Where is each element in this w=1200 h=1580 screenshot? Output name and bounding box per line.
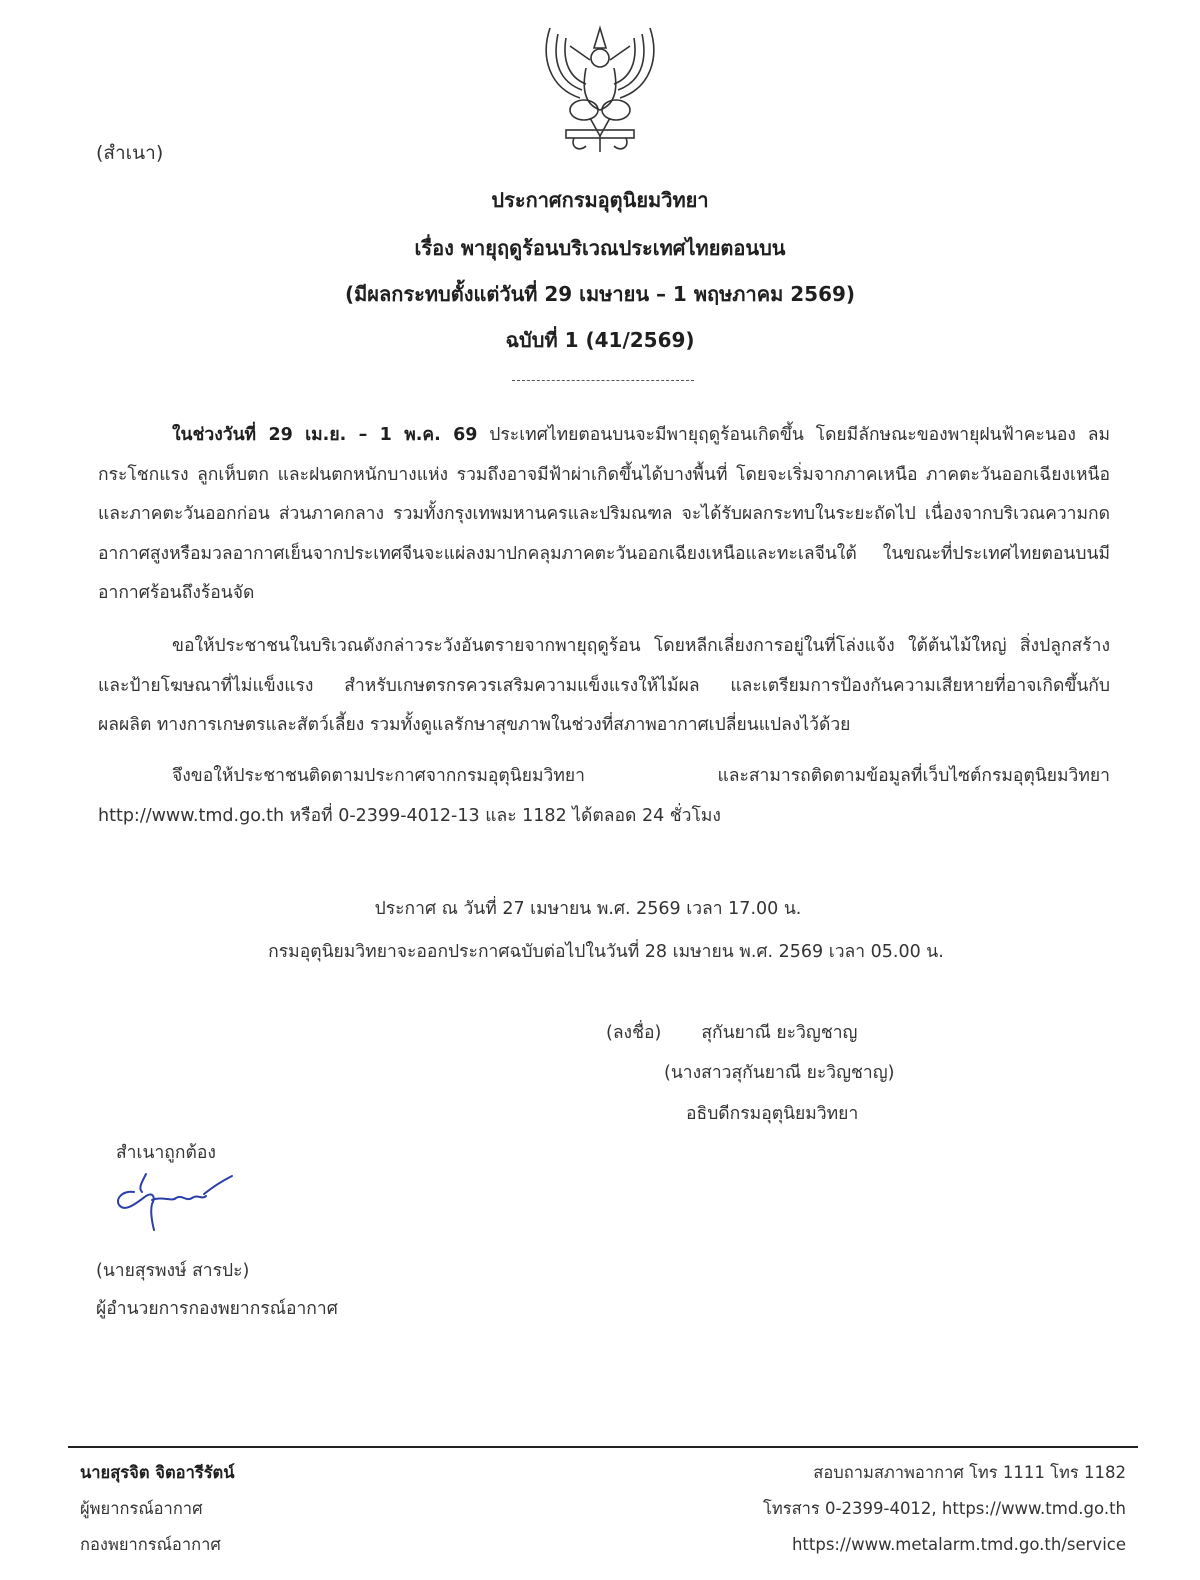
signature-line bbox=[606, 1018, 857, 1046]
title-divider bbox=[512, 380, 694, 381]
paragraph-warning bbox=[98, 627, 1110, 746]
forecast-text: ประเทศไทยตอนบนจะมีพายุฤดูร้อนเกิดขึ้น โดยมีลักษณะของพายุฝนฟ้าคะนอง ลมกระโชกแรง ลูกเห็บตก และฝนตกหนักบางแห่ง รวมถึงอาจมีฟ้าผ่าเกิดขึ้นได้บางพื้นที่ โดยจะเริ่มจากภาคเหนือ ภาคตะวันออกเฉียงเหนือ และภาคตะวันออกก่อน ส่วนภาคกลาง รวมทั้งกรุงเทพมหานครและปริมณฑล จะได้รับผลกระทบในระยะถัดไป เนื่องจากบริเวณความกดอากาศสูงหรือมวลอากาศเย็นจากประเทศจีนจะแผ่ลงมาปกคลุมภาคตะวันออกเฉียงเหนือและทะเลจีนใต้ ในขณะที่ประเทศไทยตอนบนมีอากาศร้อนถึงร้อนจัด bbox=[98, 425, 1110, 603]
contact-text: จึงขอให้ประชาชนติดตามประกาศจากกรมอุตุนิยมวิทยา และสามารถติดตามข้อมูลที่เว็บไซต์กรมอุตุนิยมวิทยา http://www.tmd.go.th หรือที่ 0-2399-4012-13 และ 1182 ได้ตลอด 24 ชั่วโมง bbox=[98, 766, 1110, 826]
footer-contact bbox=[763, 1455, 1126, 1563]
forecaster-division: กองพยากรณ์อากาศ bbox=[80, 1535, 221, 1554]
warning-text: ขอให้ประชาชนในบริเวณดังกล่าวระวังอันตรายจากพายุฤดูร้อน โดยหลีกเลี่ยงการอยู่ในที่โล่งแจ้ง ใต้ต้นไม้ใหญ่ สิ่งปลูกสร้าง และป้ายโฆษณาที่ไม่แข็งแรง สำหรับเกษตรกรควรเสริมความแข็งแรงให้ไม้ผล และเตรียมการป้องกันความเสียหายที่อาจเกิดขึ้นกับผลผลิต ทางการเกษตรและสัตว์เลี้ยง รวมทั้งดูแลรักษาสุขภาพในช่วงที่สภาพอากาศเปลี่ยนแปลงไว้ด้วย bbox=[98, 636, 1110, 735]
certified-copy-label: สำเนาถูกต้อง bbox=[116, 1143, 216, 1163]
footer-forecaster bbox=[80, 1455, 235, 1563]
footer-divider bbox=[68, 1446, 1138, 1448]
issued-datetime: ประกาศ ณ วันที่ 27 เมษายน พ.ศ. 2569 เวลา 17.00 น. bbox=[374, 899, 802, 919]
effective-period: (มีผลกระทบตั้งแต่วันที่ 29 เมษายน – 1 พฤษภาคม 2569) bbox=[344, 282, 856, 306]
signed-name: สุกันยาณี ยะวิญชาญ bbox=[701, 1023, 858, 1043]
forecaster-name: นายสุรจิต จิตอารีรัตน์ bbox=[80, 1463, 235, 1482]
subject-line: เรื่อง พายุฤดูร้อนบริเวณประเทศไทยตอนบน bbox=[414, 236, 786, 260]
certifier-position: ผู้อำนวยการกองพยากรณ์อากาศ bbox=[96, 1299, 338, 1319]
contact-phone: สอบถามสภาพอากาศ โทร 1111 โทร 1182 bbox=[813, 1463, 1126, 1482]
signatory-full-name: (นางสาวสุกันยาณี ยะวิญชาญ) bbox=[664, 1063, 895, 1083]
signed-label: (ลงชื่อ) bbox=[606, 1023, 662, 1043]
certifier-name: (นายสุรพงษ์ สารปะ) bbox=[96, 1261, 250, 1281]
next-issue-datetime: กรมอุตุนิยมวิทยาจะออกประกาศฉบับต่อไปในวันที่ 28 เมษายน พ.ศ. 2569 เวลา 05.00 น. bbox=[268, 942, 944, 962]
issue-number: ฉบับที่ 1 (41/2569) bbox=[505, 328, 695, 352]
forecaster-position: ผู้พยากรณ์อากาศ bbox=[80, 1499, 203, 1518]
paragraph-contact bbox=[98, 757, 1110, 836]
page-title: ประกาศกรมอุตุนิยมวิทยา bbox=[491, 188, 709, 212]
paragraph-forecast bbox=[98, 416, 1110, 614]
contact-metalarm-link[interactable]: https://www.metalarm.tmd.go.th/service bbox=[791, 1535, 1126, 1554]
forecast-period: ในช่วงวันที่ 29 เม.ย. – 1 พ.ค. 69 bbox=[172, 425, 478, 445]
garuda-emblem-icon bbox=[530, 18, 670, 158]
handwritten-signature-icon bbox=[112, 1172, 236, 1234]
contact-fax-website[interactable]: โทรสาร 0-2399-4012, https://www.tmd.go.th bbox=[763, 1499, 1126, 1518]
signatory-position: อธิบดีกรมอุตุนิยมวิทยา bbox=[686, 1104, 859, 1124]
copy-label: (สำเนา) bbox=[96, 142, 164, 164]
